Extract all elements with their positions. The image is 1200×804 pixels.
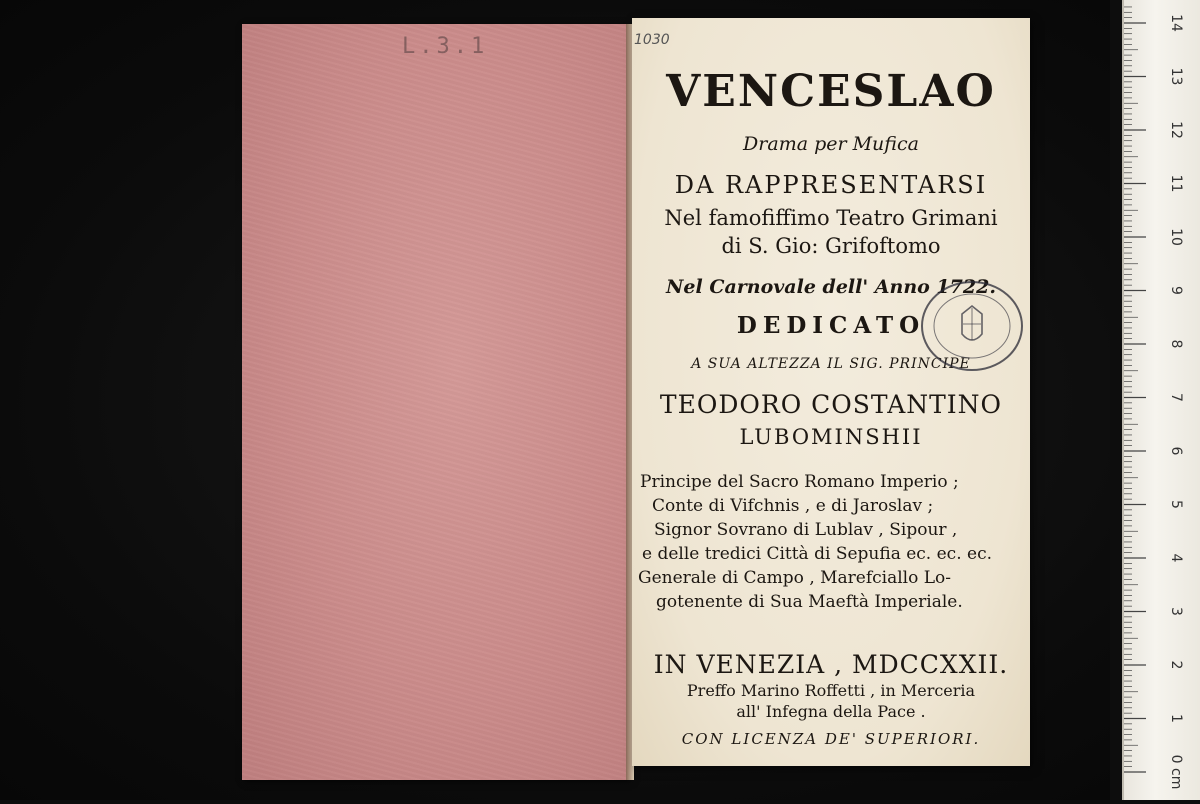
rappresentarsi-line: DA RAPPRESENTARSI <box>674 171 988 199</box>
theatre-line-2: di S. Gio: Grifoftomo <box>721 234 941 258</box>
ruler-label: 4 <box>1168 553 1184 563</box>
titles-line: Signor Sovrano di Lublav , Sipour , <box>654 520 958 540</box>
ruler-label: 1 <box>1168 714 1184 723</box>
ruler-label: 5 <box>1168 500 1184 509</box>
ruler-label: 10 <box>1168 228 1184 246</box>
carnival-line: Nel Carnovale dell' Anno 1722. <box>666 276 996 298</box>
ruler-scale <box>1124 0 1200 800</box>
title-page <box>632 18 1030 766</box>
dedicatee-name-1: TEODORO COSTANTINO <box>659 390 1003 419</box>
titles-line: e delle tredici Città di Sepufia ec. ec. ec. <box>642 544 992 564</box>
theatre-line-1: Nel famofiffimo Teatro Grimani <box>664 206 998 230</box>
library-stamp <box>918 276 1026 376</box>
ruler-label: 0 cm <box>1168 754 1184 790</box>
ruler-label: 2 <box>1168 660 1184 670</box>
ruler-label: 14 <box>1168 14 1184 32</box>
imprint-printer-2: all' Infegna della Pace . <box>736 702 926 721</box>
ruler-label: 13 <box>1168 67 1184 86</box>
imprint-city: IN VENEZIA , MDCCXXII. <box>653 650 1009 679</box>
pencil-note: 1030 <box>634 32 670 48</box>
titles-line: Conte di Vifchnis , e di Jaroslav ; <box>652 496 934 516</box>
titles-line: Generale di Campo , Marefciallo Lo- <box>638 568 952 588</box>
ruler-label: 8 <box>1168 339 1184 349</box>
ruler-label: 11 <box>1168 174 1184 193</box>
dedication-heading: DEDICATO <box>736 312 926 339</box>
book-cover <box>242 24 630 780</box>
ruler-label: 6 <box>1168 446 1184 456</box>
subtitle: Drama per Mufica <box>743 133 919 155</box>
measurement-ruler <box>1122 0 1200 800</box>
book-title: VENCESLAO <box>666 66 996 117</box>
licenza-line: CON LICENZA DE' SUPERIORI. <box>681 730 981 748</box>
ruler-label: 9 <box>1168 286 1184 295</box>
titles-line: Principe del Sacro Romano Imperio ; <box>640 472 959 492</box>
altezza-line: A SUA ALTEZZA IL SIG. PRINCIPE <box>691 356 971 372</box>
dedicatee-name-2: LUBOMINSHII <box>739 425 923 449</box>
book <box>238 18 1038 778</box>
ruler-label: 3 <box>1168 607 1184 616</box>
ruler-label: 7 <box>1168 393 1184 402</box>
imprint-printer-1: Preffo Marino Roffetti , in Merceria <box>686 681 976 700</box>
ruler-label: 12 <box>1168 121 1184 139</box>
cover-shelfmark: L.3.1 <box>402 34 489 59</box>
titles-line: gotenente di Sua Maeftà Imperiale. <box>656 592 963 612</box>
